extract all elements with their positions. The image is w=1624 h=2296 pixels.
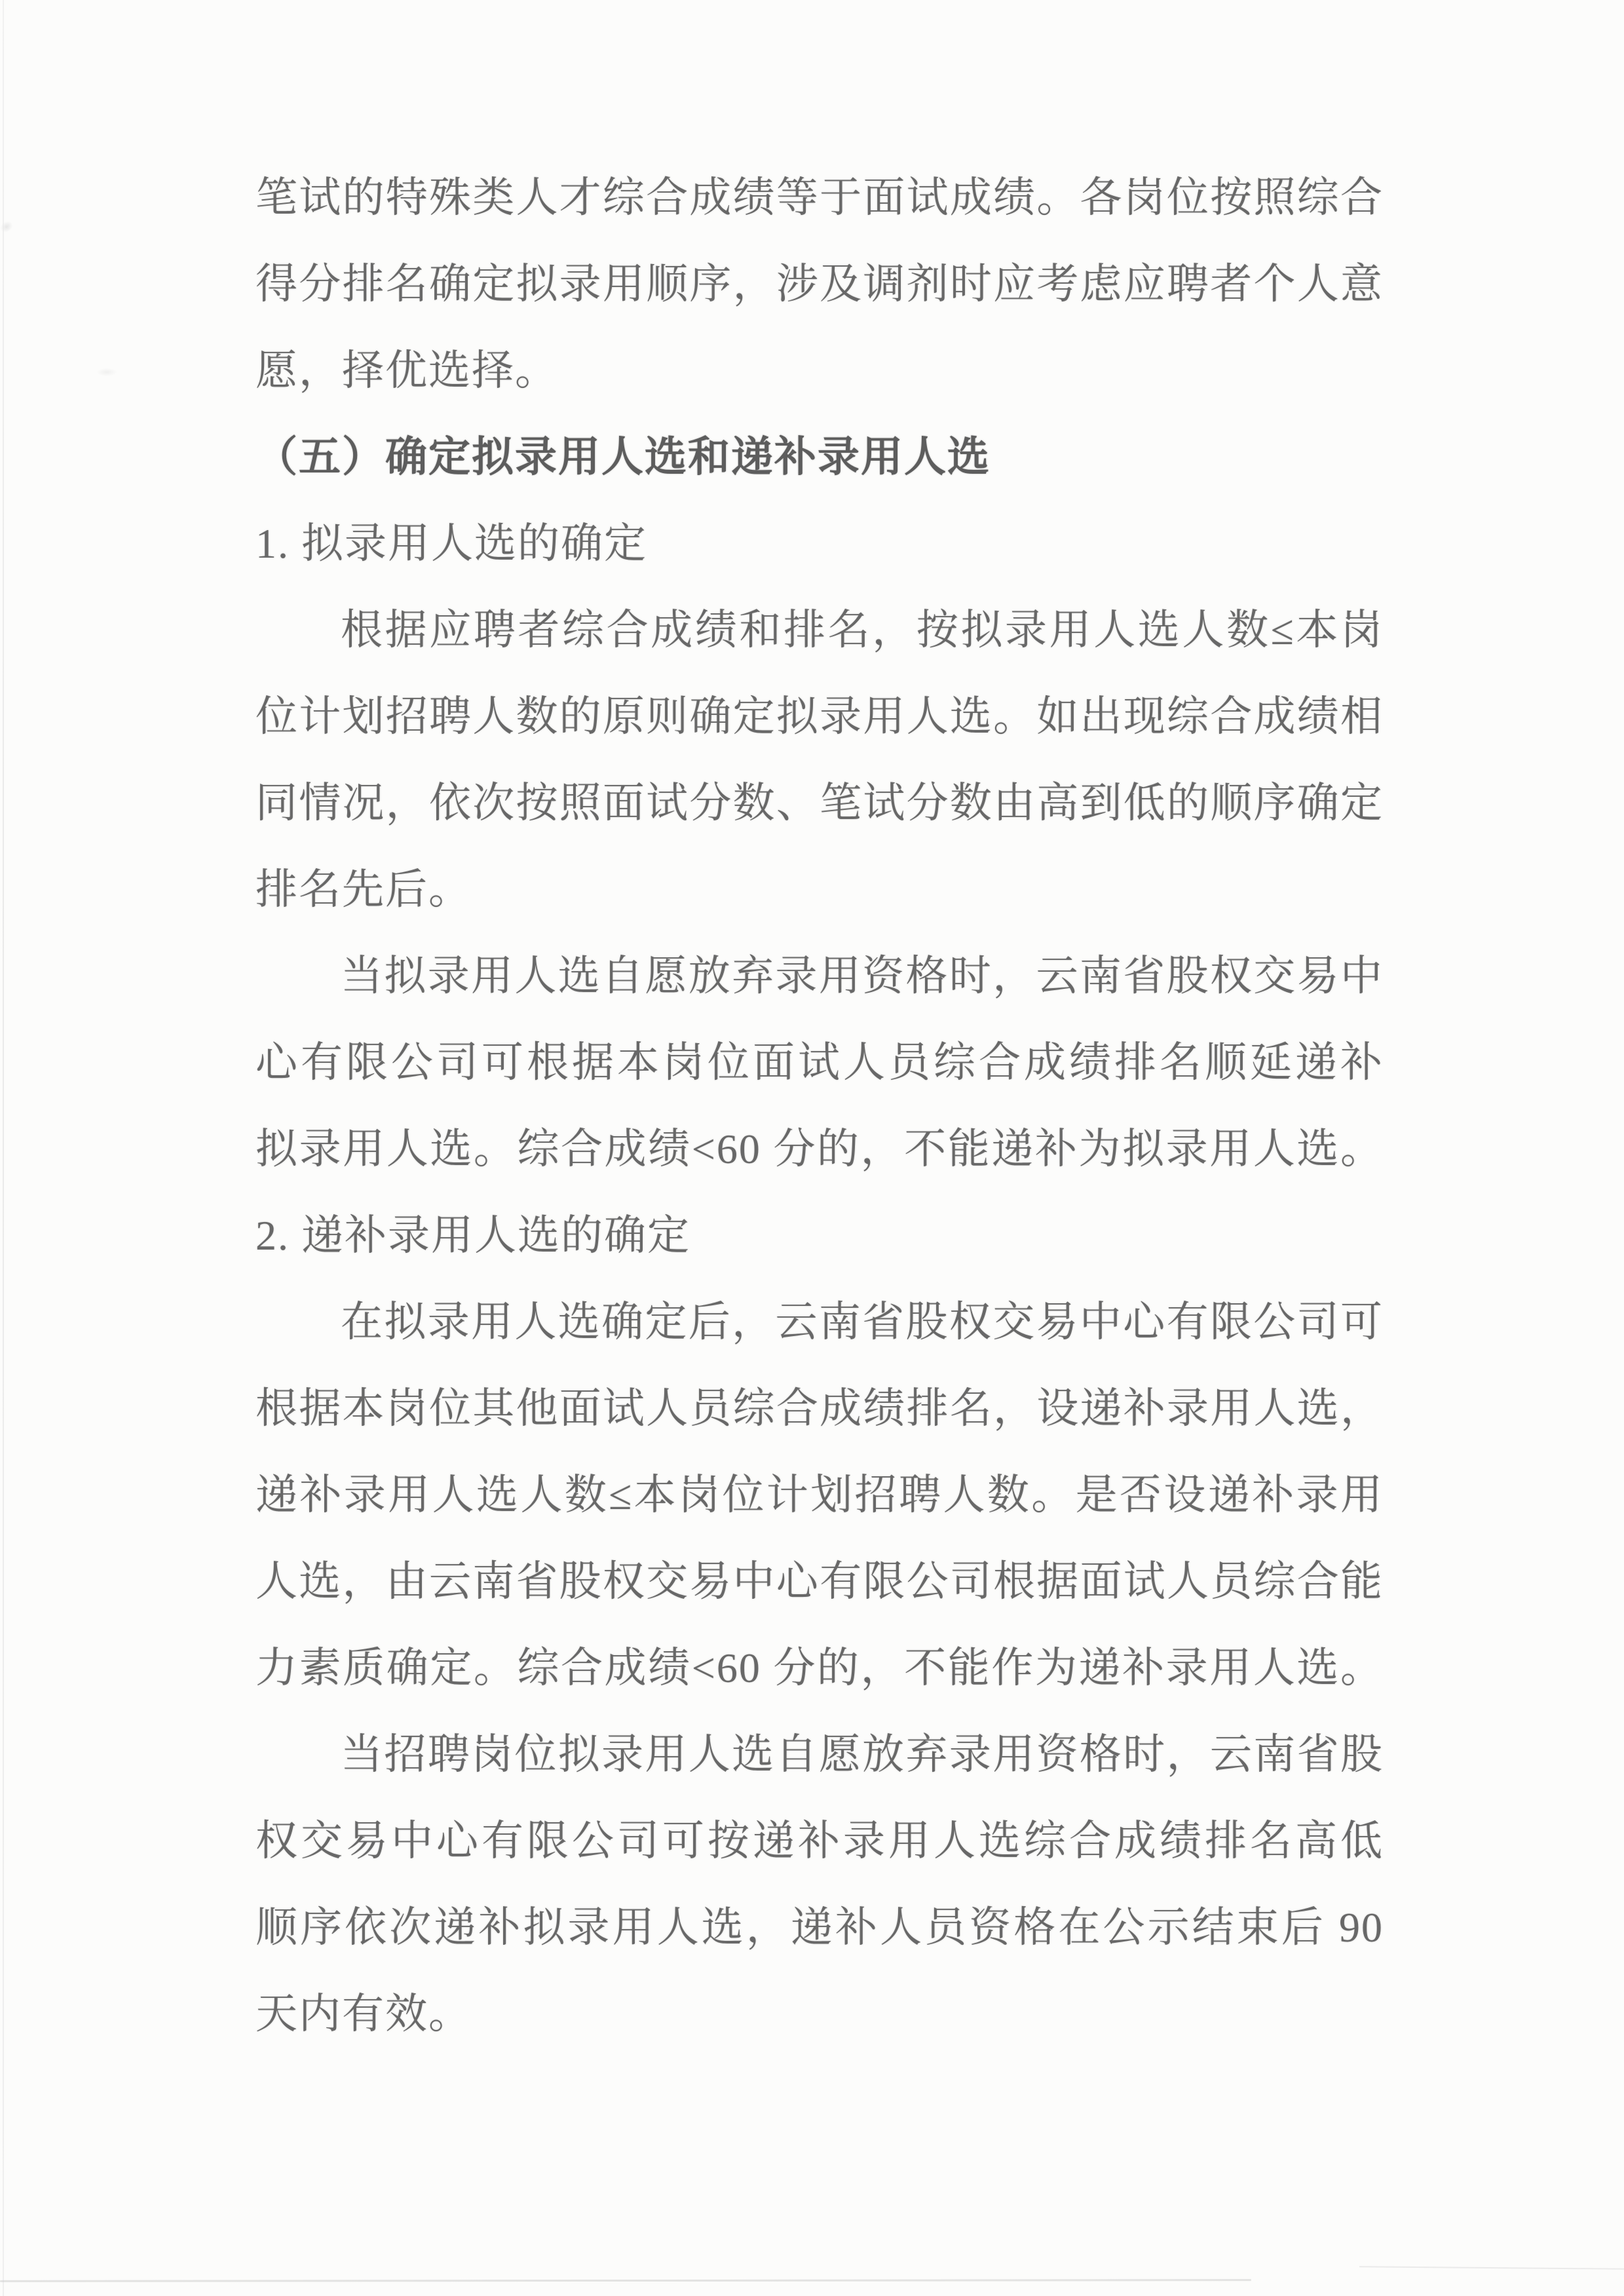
text-line: 心有限公司可根据本岗位面试人员综合成绩排名顺延递补 [255, 1039, 1384, 1086]
scan-edge-bottom-artifact [0, 2279, 1251, 2282]
text-line: 排名先后。 [255, 866, 472, 913]
text-line: 递补录用人选人数≤本岗位计划招聘人数。是否设递补录用 [255, 1472, 1384, 1518]
sub-heading: 2. 递补录用人选的确定 [255, 1212, 690, 1259]
text-line: 顺序依次递补拟录用人选，递补人员资格在公示结束后 90 [255, 1904, 1384, 1951]
text-line: 当招聘岗位拟录用人选自愿放弃录用资格时，云南省股 [341, 1731, 1384, 1778]
text-line: 天内有效。 [255, 1991, 472, 2037]
text-line: 当拟录用人选自愿放弃录用资格时，云南省股权交易中 [341, 953, 1384, 999]
scan-edge-left-artifact [3, 0, 4, 2296]
text-line: 笔试的特殊类人才综合成绩等于面试成绩。各岗位按照综合 [255, 174, 1384, 221]
scan-edge-bottom-artifact [1359, 2266, 1624, 2270]
text-line: 拟录用人选。综合成绩<60 分的，不能递补为拟录用人选。 [255, 1126, 1384, 1172]
text-line: 人选，由云南省股权交易中心有限公司根据面试人员综合能 [255, 1558, 1384, 1605]
text-line: 得分排名确定拟录用顺序，涉及调剂时应考虑应聘者个人意 [255, 261, 1384, 307]
text-line: 愿，择优选择。 [255, 347, 558, 394]
sub-heading: 1. 拟录用人选的确定 [255, 520, 647, 567]
section-heading: （五）确定拟录用人选和递补录用人选 [255, 434, 991, 480]
text-line: 位计划招聘人数的原则确定拟录用人选。如出现综合成绩相 [255, 693, 1384, 740]
text-line: 同情况，依次按照面试分数、笔试分数由高到低的顺序确定 [255, 780, 1384, 826]
text-line: 权交易中心有限公司可按递补录用人选综合成绩排名高低 [255, 1818, 1384, 1864]
scan-smudge-artifact [97, 368, 117, 376]
text-line: 力素质确定。综合成绩<60 分的，不能作为递补录用人选。 [255, 1645, 1384, 1691]
text-line: 根据应聘者综合成绩和排名，按拟录用人选人数≤本岗 [341, 607, 1384, 653]
page-text-block [255, 155, 1384, 2057]
text-line: 在拟录用人选确定后，云南省股权交易中心有限公司可 [341, 1299, 1384, 1345]
text-line: 根据本岗位其他面试人员综合成绩排名，设递补录用人选， [255, 1385, 1384, 1432]
